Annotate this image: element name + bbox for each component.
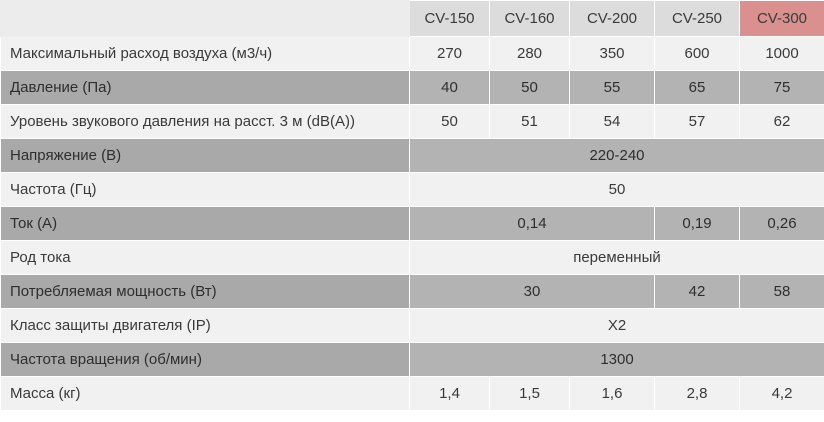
row-label: Ток (А)	[1, 207, 410, 241]
table-cell: 1,6	[570, 377, 655, 411]
model-header-cv-200: CV-200	[570, 1, 655, 37]
row-label: Частота вращения (об/мин)	[1, 343, 410, 377]
table-cell: 65	[655, 71, 740, 105]
model-header-cv-150: CV-150	[410, 1, 490, 37]
table-cell: 62	[740, 105, 824, 139]
table-cell: 220-240	[410, 139, 824, 173]
table-cell: X2	[410, 309, 824, 343]
table-cell: 1,4	[410, 377, 490, 411]
table-cell: 75	[740, 71, 824, 105]
table-cell: 1300	[410, 343, 824, 377]
table-row	[1, 343, 824, 377]
table-cell: 350	[570, 37, 655, 71]
table-cell: 0,26	[740, 207, 824, 241]
table-cell: переменный	[410, 241, 824, 275]
row-label: Частота (Гц)	[1, 173, 410, 207]
table-cell: 50	[490, 71, 570, 105]
table-cell: 55	[570, 71, 655, 105]
table-cell: 2,8	[655, 377, 740, 411]
table-row	[1, 173, 824, 207]
model-header-cv-250: CV-250	[655, 1, 740, 37]
table-row	[1, 37, 824, 71]
table-cell: 30	[410, 275, 655, 309]
table-row	[1, 309, 824, 343]
model-header-cv-300: CV-300	[740, 1, 824, 37]
table-row	[1, 275, 824, 309]
table-cell: 50	[410, 173, 824, 207]
table-row	[1, 105, 824, 139]
table-header-row	[1, 1, 824, 37]
table-cell: 4,2	[740, 377, 824, 411]
row-label: Напряжение (В)	[1, 139, 410, 173]
table-cell: 57	[655, 105, 740, 139]
table-cell: 50	[410, 105, 490, 139]
table-row	[1, 71, 824, 105]
table-cell: 280	[490, 37, 570, 71]
table-cell: 1,5	[490, 377, 570, 411]
row-label: Род тока	[1, 241, 410, 275]
table-row	[1, 207, 824, 241]
row-label: Уровень звукового давления на расст. 3 м (dB(A))	[1, 105, 410, 139]
table-cell: 51	[490, 105, 570, 139]
row-label: Класс защиты двигателя (IP)	[1, 309, 410, 343]
table-cell: 270	[410, 37, 490, 71]
table-cell: 0,19	[655, 207, 740, 241]
table-cell: 0,14	[410, 207, 655, 241]
table-row	[1, 139, 824, 173]
table-cell: 54	[570, 105, 655, 139]
row-label: Масса (кг)	[1, 377, 410, 411]
row-label: Потребляемая мощность (Вт)	[1, 275, 410, 309]
table-cell: 600	[655, 37, 740, 71]
table-cell: 40	[410, 71, 490, 105]
table-row	[1, 241, 824, 275]
row-label: Максимальный расход воздуха (м3/ч)	[1, 37, 410, 71]
table-cell: 58	[740, 275, 824, 309]
header-blank-cell	[1, 1, 410, 37]
table-cell: 42	[655, 275, 740, 309]
model-header-cv-160: CV-160	[490, 1, 570, 37]
row-label: Давление (Па)	[1, 71, 410, 105]
table-row	[1, 377, 824, 411]
table-cell: 1000	[740, 37, 824, 71]
